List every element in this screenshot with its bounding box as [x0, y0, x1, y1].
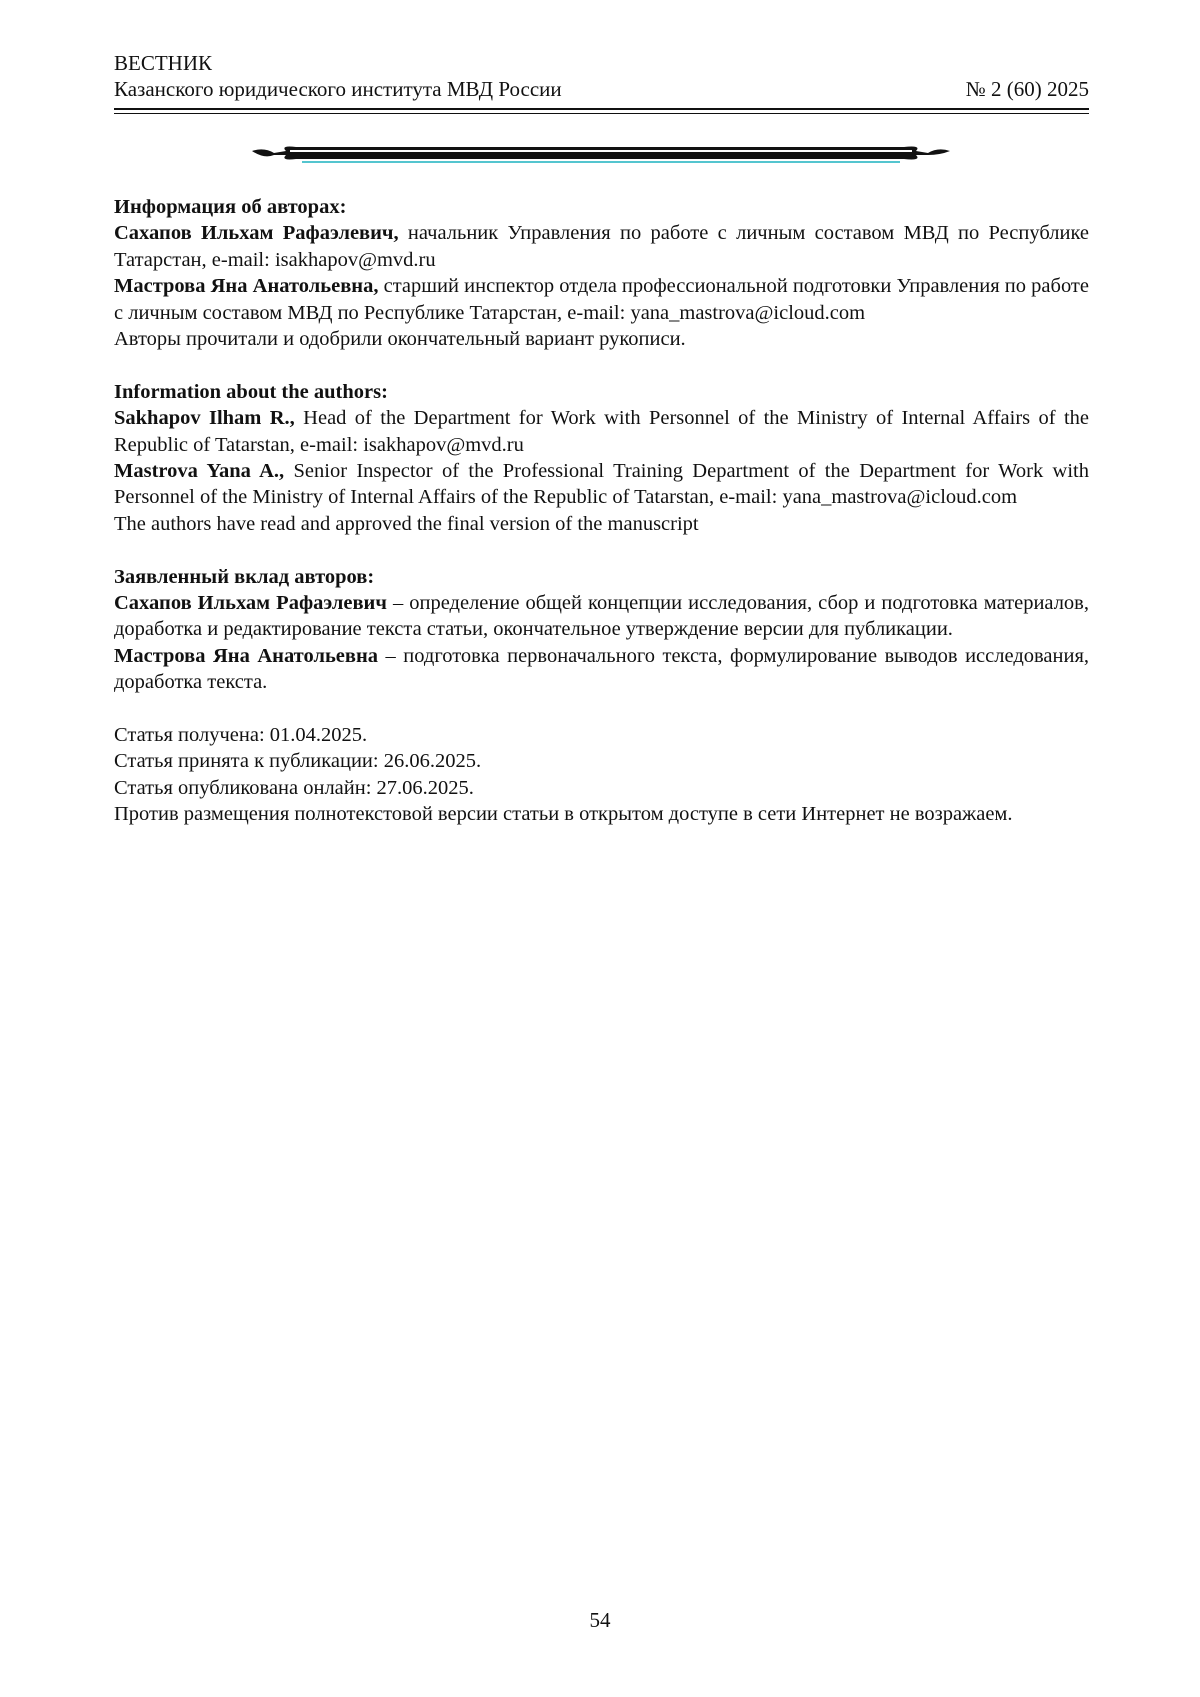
author-en-1 — [114, 405, 1089, 458]
article-back-matter — [114, 194, 1089, 828]
author-ru-1-info: начальник Управления по работе с личным составом МВД по Респу­блике Татарстан, e-mail: isakhapov@mvd.ru — [114, 222, 1089, 270]
contribution-2 — [114, 643, 1089, 696]
open-access-statement: Против размещения полнотекстовой версии статьи в открытом доступе в сети Интернет не возражаем. — [114, 801, 1089, 827]
running-header — [114, 50, 1089, 102]
author-en-1-name: Sakhapov Ilham R., — [114, 407, 295, 429]
journal-title-line2: Казанского юридического института МВД России — [114, 76, 562, 102]
date-received: Статья получена: 01.04.2025. — [114, 722, 1089, 748]
author-ru-2-info: старший инспектор отдела профессиональной подготовки Управления по работе с личным составом МВД по Республике Татарстан, e-mail: yana_mastrova@icloud.com — [114, 275, 1089, 323]
header-row — [114, 76, 1089, 102]
author-ru-2 — [114, 273, 1089, 326]
page-number: 54 — [0, 1608, 1200, 1633]
issue-number: № 2 (60) 2025 — [966, 76, 1089, 102]
author-ru-1-name: Сахапов Ильхам Рафаэлевич, — [114, 222, 399, 244]
authors-en-heading: Information about the authors: — [114, 379, 1089, 405]
header-rule-thick — [114, 108, 1089, 110]
journal-title-line1: ВЕСТНИК — [114, 50, 1089, 76]
contribution-2-name: Мастрова Яна Анатольевна — [114, 645, 378, 667]
contribution-2-text: – подготовка первоначального текста, формулирование выводов иссле­дования, доработка текста. — [114, 645, 1089, 693]
header-rule-thin — [114, 113, 1089, 114]
approval-en: The authors have read and approved the final version of the manuscript — [114, 511, 1089, 537]
date-accepted: Статья принята к публикации: 26.06.2025. — [114, 748, 1089, 774]
approval-ru: Авторы прочитали и одобрили окончательный вариант рукописи. — [114, 326, 1089, 352]
contribution-1-text: – определение общей концепции исследования, сбор и подготовка ма­териалов, доработка и редактирование текста статьи, окончательное утверждение версии для публика­ции. — [114, 592, 1089, 640]
contribution-heading: Заявленный вклад авторов: — [114, 564, 1089, 590]
author-en-2-info: Senior Inspector of the Professional Training Department of the Department for Work with Personnel of the Ministry of Internal Affairs of the Republic of Tatarstan, e-mail: yana_mastrova@icloud.com — [114, 460, 1089, 508]
contribution-1 — [114, 590, 1089, 643]
author-ru-1 — [114, 220, 1089, 273]
author-en-2-name: Mastrova Yana A., — [114, 460, 284, 482]
contribution-1-name: Сахапов Ильхам Рафаэлевич — [114, 592, 387, 614]
author-ru-2-name: Мастрова Яна Анатольевна, — [114, 275, 378, 297]
decorative-divider-icon — [250, 138, 952, 168]
date-published: Статья опубликована онлайн: 27.06.2025. — [114, 775, 1089, 801]
authors-ru-heading: Информация об авторах: — [114, 194, 1089, 220]
author-en-2 — [114, 458, 1089, 511]
author-en-1-info: Head of the Department for Work with Personnel of the Ministry of Internal Affairs of the Republic of Tatarstan, e-mail: isakhapov@mvd.ru — [114, 407, 1089, 455]
